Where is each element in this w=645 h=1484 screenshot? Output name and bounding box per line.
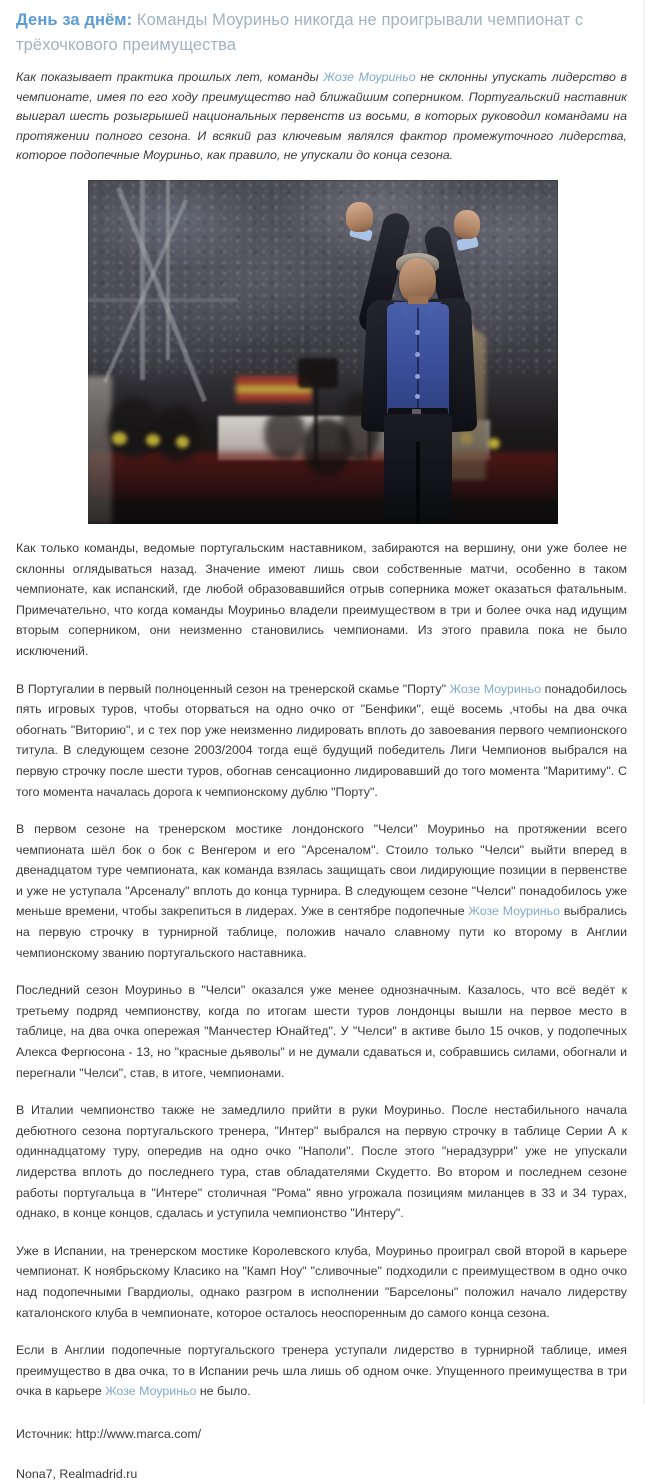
link-jose-mourinho[interactable]: Жозе Моуриньо <box>468 904 560 919</box>
link-jose-mourinho[interactable]: Жозе Моуриньо <box>105 1384 197 1399</box>
shirt-collar-right <box>428 302 442 318</box>
paragraph-3 <box>16 819 629 963</box>
clenched-fist-left <box>346 202 373 232</box>
trouser-split <box>416 442 420 524</box>
page-title-rest: Команды Моуриньо никогда не проигрывали чемпионат с трёхочкового преимущества <box>16 11 584 54</box>
paragraph-text: В Италии чемпионство также не замедлило прийти в руки Моуриньо. После нестабильного начала дебютного сезона португальского тренера, "Интер" выбрался на первую строчку в таблице Серии А к одиннадцатому туру, опередив на одно очко "Наполи". После этого "нерадзурри" уже не упускали лидерства вплоть до последнего тура, став обладателями Скудетто. Во втором и последнем сезоне работы португальца в "Интере" столичная "Рома" явно угрожала позициям миланцев в 33 и 34 турах, однако, в конце концов, сдалась и уступила чемпионство "Интеру". <box>16 1103 627 1221</box>
link-jose-mourinho[interactable]: Жозе Моуриньо <box>323 70 416 84</box>
article-figure <box>16 180 629 524</box>
paragraph-6 <box>16 1241 629 1323</box>
credit-line: Nona7, Realmadrid.ru <box>16 1466 138 1481</box>
intro-text-after: не склонны упускать лидерство в чемпионате, имея по его ходу преимущество над ближайшим соперником. Португальский наставник выиграл шесть розыгрышей национальных первенств из восьми, в которых руководил командами на протяжении полного сезона. И всякий раз ключевым являлся фактор промежуточного лидерства, которое подопечные Моуриньо, как правило, не упускали до конца сезона. <box>16 70 627 163</box>
paragraph-text-before: Если в Англии подопечные португальского тренера уступали лидерство в турнирной таблице, имея преимущество в два очка, то в Испании речь шла лишь об одном очке. Упущенного преимущества в три очка в карьере <box>16 1343 627 1399</box>
shirt-button <box>415 352 420 357</box>
shirt-button <box>415 394 420 399</box>
paragraph-2 <box>16 679 629 803</box>
shirt-placket <box>417 308 419 408</box>
paragraph-text: Как только команды, ведомые португальским наставником, забираются на вершину, они уже более не склонны оглядываться назад. Значение имеют лишь свои собственные матчи, особенно в таком чемпионате, как испанский, где любой образовавшийся отрыв соперника может оказаться фатальным. Примечательно, что когда команды Моуриньо владели преимуществом в три и более очка над идущим вторым соперником, они неизменно становились чемпионами. Из этого правила пока не было исключений. <box>16 540 627 658</box>
paragraph-text-after: понадобилось пять игровых туров, чтобы оторваться на одно очко от "Бенфики", ещё восемь ,чтобы на два очка обогнать "Виторию", и с тех пор уже неизменно лидировать вплоть до завоевания первого чемпионского титула. В следующем сезоне 2003/2004 тогда ещё будущий победитель Лиги Чемпионов выбрался на первую строчку после шести туров, обогнав сенсационно лидировавший до того момента "Маритиму". С того момента началась дорога к чемпионскому дублю "Порту". <box>16 681 628 799</box>
paragraph-text-before: В первом сезоне на тренерском мостике лондонского "Челси" Моуриньо на протяжении всего чемпионата шёл бок о бок с Венгером и его "Арсеналом". Стоило только "Челси" выйти вперед в двенадцатом туре чемпионата, как команда взялась защищать свои лидирующие позиции в первенстве и уже не уступала "Арсеналу" вплоть до конца турнира. В следующем сезоне "Челси" понадобилось уже меньше времени, чтобы закрепиться в лидерах. Уже в сентябре подопечные <box>16 822 627 919</box>
page-title <box>16 8 629 58</box>
mourinho-celebration-photo <box>88 180 558 524</box>
paragraph-text-before: В Португалии в первый полноценный сезон на тренерской скамье "Порту" <box>16 681 450 696</box>
mourinho-figure <box>88 180 558 524</box>
paragraph-5 <box>16 1100 629 1224</box>
page-title-lead: День за днём: <box>16 11 133 29</box>
article-intro <box>16 68 629 166</box>
shirt-button <box>415 374 420 379</box>
clenched-fist-right <box>454 210 480 239</box>
shirt-button <box>415 330 420 335</box>
paragraph-7 <box>16 1340 629 1402</box>
article-footer <box>16 1424 629 1484</box>
paragraph-text: Последний сезон Моуриньо в "Челси" оказался уже менее однозначным. Казалось, что всё ведёт к третьему подряд чемпионству, когда по итогам шести туров лондонцы вышли на первое место в таблице, на два очка опережая "Манчестер Юнайтед". У "Челси" в активе было 15 очков, у подопечных Алекса Фергюсона - 13, но "красные дьяволы" и не думали сдаваться и, собравшись силами, обогнали и перегнали "Челси", став, в итоге, чемпионами. <box>16 983 627 1080</box>
paragraph-1 <box>16 538 629 662</box>
paragraph-text-after: выбрались на первую строчку в турнирной таблице, положив начало славному пути ко второму в Англии чемпионскому званию португальского наставника. <box>16 904 627 960</box>
paragraph-text-after: не было. <box>196 1384 251 1399</box>
shirt-collar-left <box>393 302 407 318</box>
source-line[interactable]: Источник: http://www.marca.com/ <box>16 1426 202 1441</box>
paragraph-text: Уже в Испании, на тренерском мостике Королевского клуба, Моуриньо проиграл свой второй в карьере чемпионат. К ноябрьскому Класико на "Камп Ноу" "сливочные" подходили с преимуществом в одно очко над подопечными Гвардиолы, однако разгром в исполнении "Барселоны" положил начало лидерству каталонского клуба в чемпионате, которое осталось неоспоренным до самого конца сезона. <box>16 1243 627 1320</box>
link-jose-mourinho[interactable]: Жозе Моуриньо <box>449 681 541 696</box>
paragraph-4 <box>16 980 629 1083</box>
intro-text-before: Как показывает практика прошлых лет, команды <box>16 70 324 84</box>
